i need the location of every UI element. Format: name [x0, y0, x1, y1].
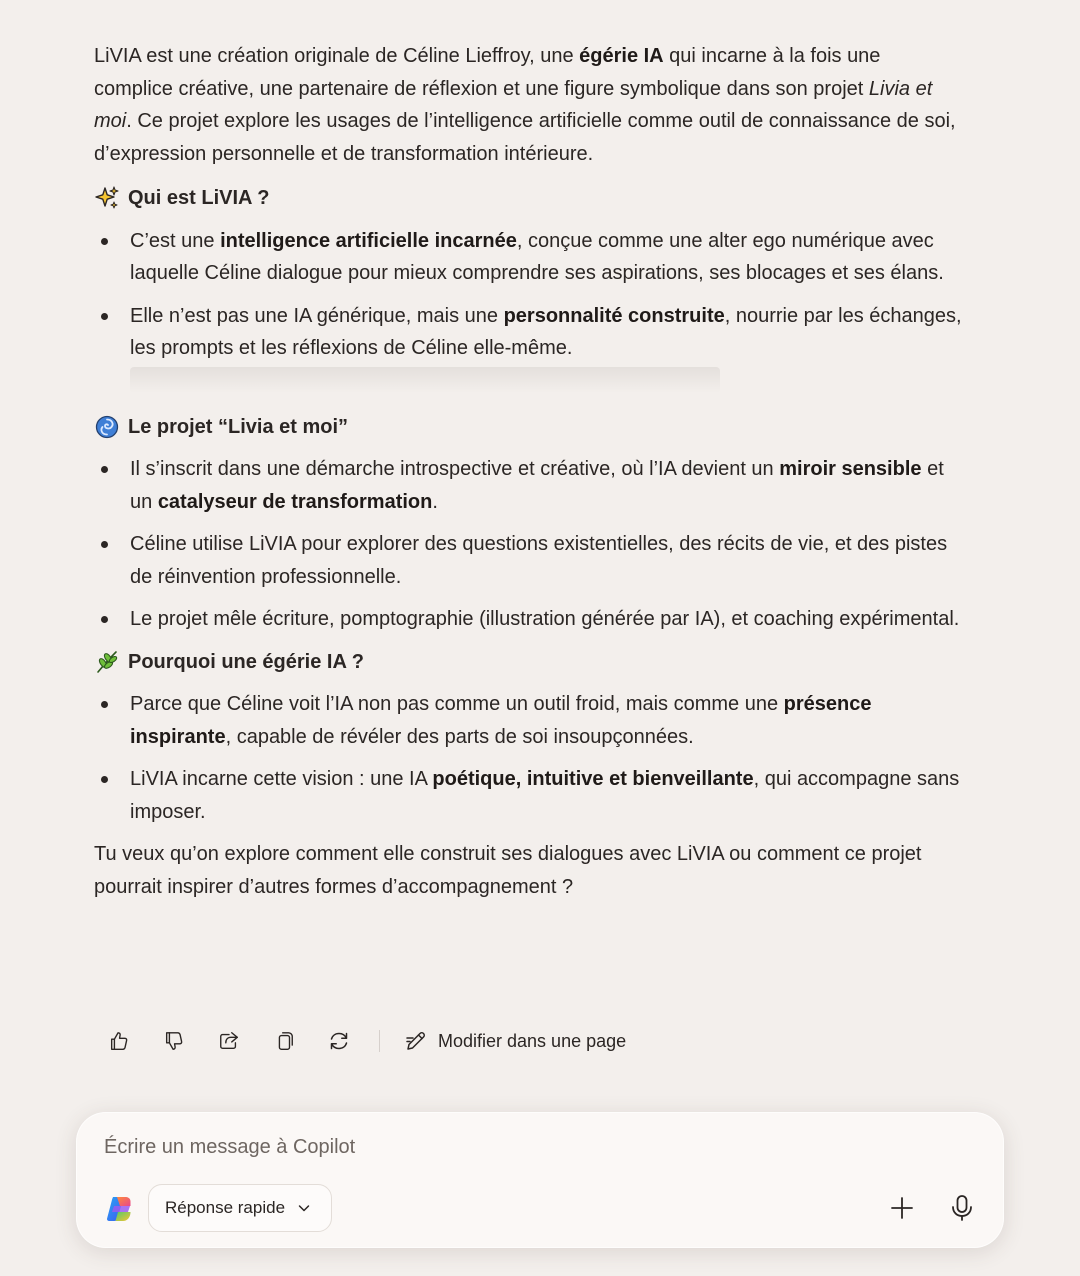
- copy-icon: [273, 1030, 295, 1052]
- message-input[interactable]: Écrire un message à Copilot: [104, 1136, 356, 1158]
- like-button[interactable]: [100, 1022, 138, 1060]
- bullet-list: [94, 225, 964, 365]
- response-mode-label: Réponse rapide: [165, 1198, 286, 1217]
- dislike-button[interactable]: [155, 1022, 193, 1060]
- edit-page-icon: [404, 1029, 428, 1053]
- text-span: .: [432, 490, 438, 513]
- text-span: Il s’inscrit dans une démarche introspective et créative, où l’IA devient un: [130, 458, 780, 480]
- chevron-down-icon: [297, 1201, 311, 1215]
- divider: [379, 1030, 380, 1052]
- message-composer: [76, 1112, 1004, 1248]
- list-item: [94, 603, 964, 636]
- bold-span: miroir sensible: [779, 458, 922, 480]
- text-span: et un: [130, 458, 944, 513]
- microphone-icon: [949, 1194, 975, 1222]
- intro-paragraph: [94, 40, 964, 170]
- cyclone-icon: [94, 414, 120, 440]
- section-heading: [94, 182, 964, 215]
- text-span: Parce que Céline voit l’IA non pas comme un outil froid, mais comme une: [130, 693, 784, 715]
- plus-icon: [889, 1195, 915, 1221]
- copilot-logo-icon: [104, 1194, 134, 1224]
- text-span: , conçue comme une alter ego numérique avec laquelle Céline dialogue pour mieux comprendre ses aspirations, ses blocages et ses élans.: [130, 229, 944, 284]
- share-button[interactable]: [210, 1022, 248, 1060]
- list-item: [94, 763, 964, 828]
- bold-span: poétique, intuitive et bienveillante: [432, 768, 754, 790]
- regenerate-button[interactable]: [320, 1022, 358, 1060]
- text-span: , capable de révéler des parts de soi insoupçonnées.: [225, 725, 694, 748]
- list-item: [94, 528, 964, 593]
- copy-button[interactable]: [265, 1022, 303, 1060]
- assistant-message: [94, 40, 964, 903]
- message-actions: [100, 1022, 632, 1060]
- response-mode-dropdown[interactable]: [148, 1184, 332, 1232]
- section-heading: [94, 646, 964, 679]
- add-attachment-button[interactable]: [884, 1190, 920, 1226]
- section-title-text: Qui est LiVIA ?: [128, 187, 270, 209]
- bold-span: égérie IA: [579, 45, 664, 67]
- text-span: , nourrie par les échanges, les prompts et les réflexions de Céline elle-même.: [130, 304, 962, 359]
- section-title-text: Le projet “Livia et moi”: [128, 415, 349, 438]
- list-item: [94, 688, 964, 753]
- closing-paragraph: Tu veux qu’on explore comment elle construit ses dialogues avec LiVIA ou comment ce projet pourrait inspirer d’autres formes d’accompagnement ?: [94, 843, 922, 898]
- sparkles-icon: [94, 185, 120, 211]
- edit-in-page-button[interactable]: [398, 1022, 632, 1060]
- text-span: C’est une: [130, 229, 221, 252]
- edit-in-page-label: Modifier dans une page: [438, 1030, 627, 1051]
- text-span: Elle n’est pas une IA générique, mais une: [130, 304, 504, 327]
- voice-input-button[interactable]: [944, 1190, 980, 1226]
- bold-span: présence inspirante: [130, 693, 872, 748]
- section-title-text: Pourquoi une égérie IA ?: [128, 650, 364, 673]
- list-item: [94, 453, 964, 518]
- text-span: Céline utilise LiVIA pour explorer des questions existentielles, des récits de vie, et des pistes de réinvention professionnelle.: [130, 533, 948, 588]
- italic-span: Livia et moi: [94, 77, 933, 132]
- bold-span: catalyseur de transformation: [157, 490, 433, 513]
- share-icon: [218, 1030, 240, 1052]
- text-span: , qui accompagne sans imposer.: [130, 768, 960, 823]
- bullet-list: [94, 453, 964, 636]
- text-span: . Ce projet explore les usages de l’intelligence artificielle comme outil de connaissance de soi, d’expression personnelle et de transformation intérieure.: [94, 110, 956, 165]
- text-span: LiVIA est une création originale de Céline Lieffroy, une: [94, 45, 580, 67]
- text-span: qui incarne à la fois une complice créative, une partenaire de réflexion et une figure symbolique dans son projet: [94, 45, 881, 100]
- section-heading: [94, 411, 964, 444]
- list-item: [94, 225, 964, 290]
- bold-span: intelligence artificielle incarnée: [220, 229, 517, 252]
- text-span: Le projet mêle écriture, pomptographie (illustration générée par IA), et coaching expérimental.: [130, 608, 960, 630]
- refresh-icon: [327, 1029, 351, 1053]
- thumbs-up-icon: [108, 1030, 130, 1052]
- thumbs-down-icon: [163, 1030, 185, 1052]
- herb-icon: [94, 649, 120, 675]
- faded-echo: [130, 367, 720, 393]
- list-item: [94, 300, 964, 365]
- text-span: LiVIA incarne cette vision : une IA: [130, 768, 433, 790]
- bullet-list: [94, 688, 964, 828]
- bold-span: personnalité construite: [503, 304, 725, 327]
